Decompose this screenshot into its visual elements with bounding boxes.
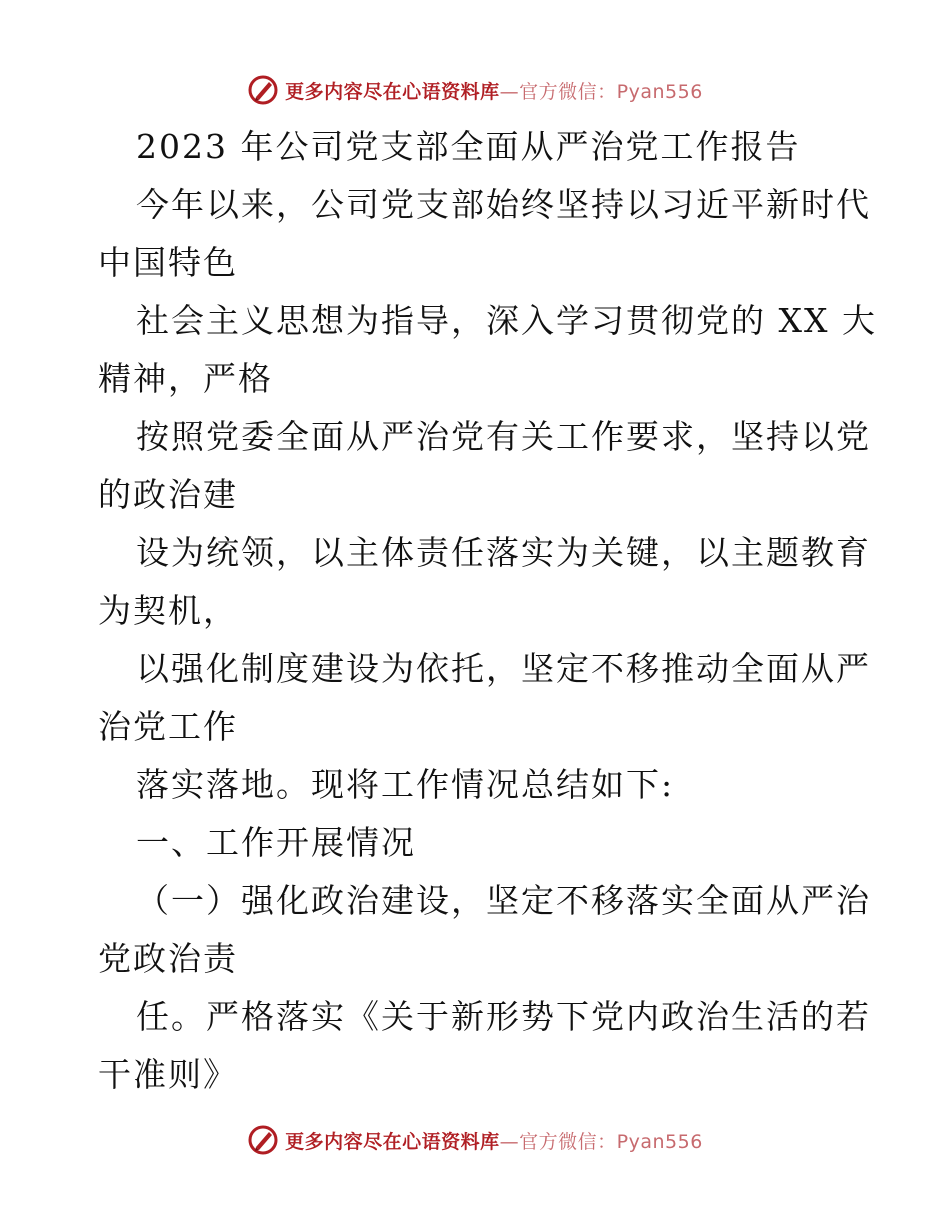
header-watermark — [0, 70, 950, 110]
text-line: 精神，严格 — [98, 359, 273, 398]
text-line: 今年以来，公司党支部始终坚持以习近平新时代 — [136, 185, 871, 224]
footer-watermark — [0, 1120, 950, 1160]
pen-logo-icon — [247, 1124, 279, 1156]
text-line: （一）强化政治建设，坚定不移落实全面从严治 — [136, 881, 871, 920]
text-line: 落实落地。现将工作情况总结如下: — [136, 765, 675, 804]
text-line: 任。严格落实《关于新形势下党内政治生活的若 — [136, 997, 871, 1036]
watermark-text: 更多内容尽在心语资料库—官方微信：Pyan556 — [285, 80, 703, 103]
text-line: 中国特色 — [98, 243, 238, 282]
text-line: 的政治建 — [98, 475, 238, 514]
text-line: 设为统领，以主体责任落实为关键，以主题教育 — [136, 533, 871, 572]
text-line: 社会主义思想为指导，深入学习贯彻党的 XX 大 — [136, 301, 877, 340]
text-line: 党政治责 — [98, 939, 238, 978]
text-line: 干准则》 — [98, 1055, 238, 1094]
text-line: 为契机， — [98, 591, 238, 630]
document-body — [98, 118, 877, 1104]
watermark-text: 更多内容尽在心语资料库—官方微信：Pyan556 — [285, 1130, 703, 1153]
text-line: 一、工作开展情况 — [136, 823, 416, 862]
pen-logo-icon — [247, 74, 279, 106]
text-line: 以强化制度建设为依托，坚定不移推动全面从严 — [136, 649, 871, 688]
text-line: 治党工作 — [98, 707, 238, 746]
document-title: 2023 年公司党支部全面从严治党工作报告 — [136, 127, 801, 166]
text-line: 按照党委全面从严治党有关工作要求，坚持以党 — [136, 417, 871, 456]
